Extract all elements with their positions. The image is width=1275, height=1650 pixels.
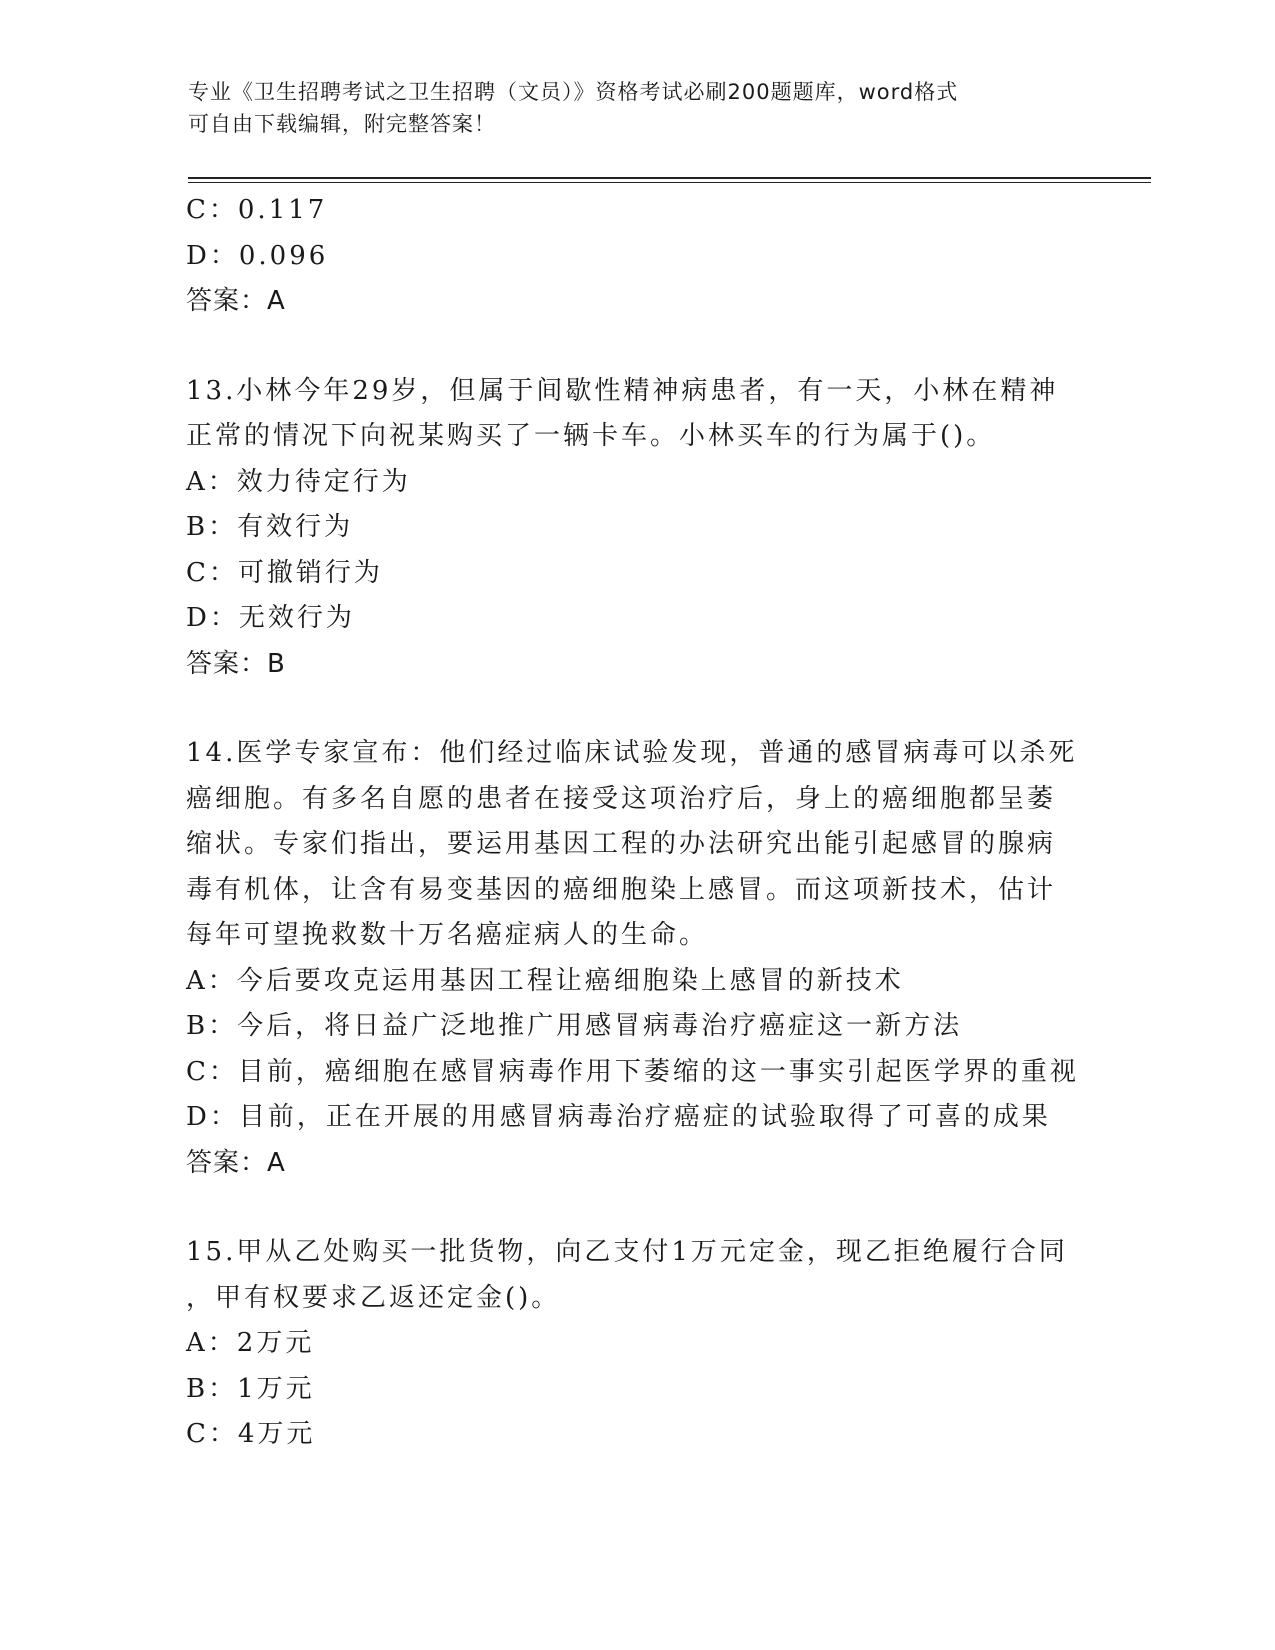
question-text-line: 15.甲从乙处购买一批货物，向乙支付1万元定金，现乙拒绝履行合同 — [186, 1237, 1068, 1267]
option-d: D：无效行为 — [186, 603, 355, 633]
option-c: C：可撤销行为 — [186, 557, 383, 588]
option-a: A：今后要攻克运用基因工程让癌细胞染上感冒的新技术 — [186, 965, 904, 996]
option-a: A：2万元 — [186, 1328, 315, 1358]
option-d: D：0.096 — [186, 240, 329, 271]
question-text-line: 癌细胞。有多名自愿的患者在接受这项治疗后，身上的癌细胞都呈萎 — [186, 783, 1057, 814]
question-text-line: 缩状。专家们指出，要运用基因工程的办法研究出能引起感冒的腺病 — [186, 829, 1057, 859]
question-text-line: 正常的情况下向祝某购买了一辆卡车。小林买车的行为属于()。 — [186, 421, 996, 451]
question-14 — [186, 731, 1086, 1186]
question-13 — [186, 369, 1086, 688]
option-c: C：目前，癌细胞在感冒病毒作用下萎缩的这一事实引起医学界的重视 — [186, 1056, 1079, 1087]
header-line-1: 专业《卫生招聘考试之卫生招聘（文员）》资格考试必刷200题题库，word格式 — [188, 80, 959, 104]
header-rule-thin — [188, 182, 1151, 183]
question-text-line: 13.小林今年29岁，但属于间歇性精神病患者，有一天，小林在精神 — [186, 375, 1059, 406]
question-15 — [186, 1230, 1086, 1458]
answer: 答案：A — [186, 1147, 286, 1178]
option-d: D：目前，正在开展的用感冒病毒治疗癌症的试验取得了可喜的成果 — [186, 1102, 1051, 1132]
prev-question — [186, 188, 1086, 325]
option-b: B：1万元 — [186, 1373, 315, 1404]
answer: 答案：A — [186, 286, 286, 316]
page-header — [188, 76, 1068, 140]
header-line-2: 可自由下载编辑，附完整答案！ — [188, 112, 496, 136]
question-text-line: ，甲有权要求乙返还定金()。 — [186, 1282, 561, 1313]
answer: 答案：B — [186, 648, 286, 679]
option-b: B：有效行为 — [186, 512, 354, 542]
option-a: A：效力待定行为 — [186, 466, 411, 497]
question-text-line: 每年可望挽救数十万名癌症病人的生命。 — [186, 920, 709, 950]
option-c: C：4万元 — [186, 1419, 316, 1449]
question-content — [186, 188, 1086, 1458]
option-b: B：今后，将日益广泛地推广用感冒病毒治疗癌症这一新方法 — [186, 1011, 963, 1041]
header-rule-thick — [188, 177, 1151, 179]
question-text-line: 毒有机体，让含有易变基因的癌细胞染上感冒。而这项新技术，估计 — [186, 874, 1057, 905]
question-text-line: 14.医学专家宣布：他们经过临床试验发现，普通的感冒病毒可以杀死 — [186, 738, 1078, 768]
option-c: C：0.117 — [186, 195, 328, 225]
